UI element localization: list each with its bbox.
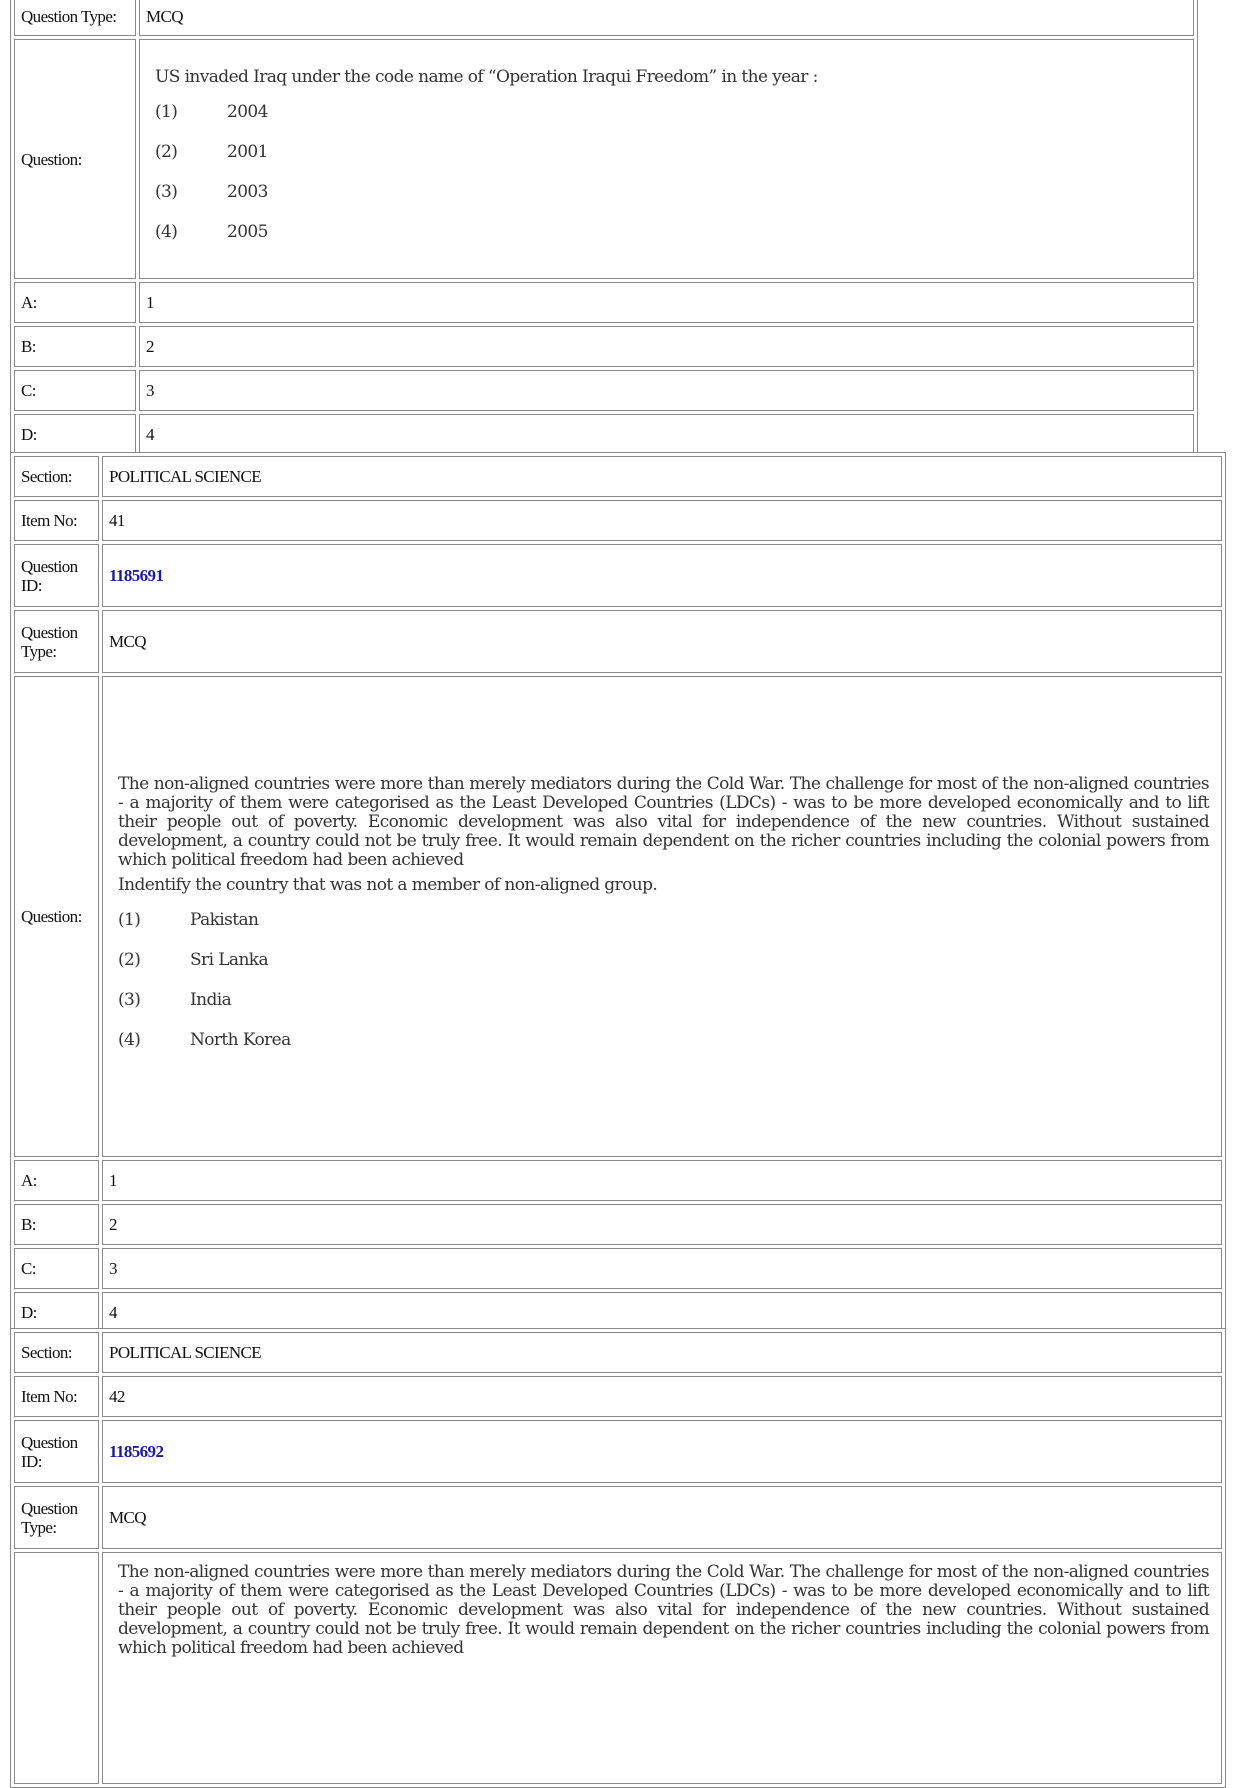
section-value: POLITICAL SCIENCE xyxy=(102,1332,1222,1373)
answer-row-b xyxy=(14,1204,1222,1245)
question-type-label: Question Type: xyxy=(14,1486,99,1549)
item-no-value: 41 xyxy=(102,500,1222,541)
question-type-row xyxy=(14,0,1194,36)
question-passage: The non-aligned countries were more than merely mediators during the Cold War. The challenge for most of the non-aligned countries - a majority of them were categorised as the Least Developed Countries (LDCs) - was to be more developed economically and to lift their people out of poverty. Economic development was also vital for independence of the new countries. Without sustained development, a country could not be truly free. It would remain dependent on the richer countries including the colonial powers from which political freedom had been achieved xyxy=(118,1562,1209,1658)
item-no-value: 42 xyxy=(102,1376,1222,1417)
item-no-row xyxy=(14,500,1222,541)
section-value: POLITICAL SCIENCE xyxy=(102,456,1222,497)
option-number: (1) xyxy=(118,910,141,930)
question-type-label: Question Type: xyxy=(14,0,136,36)
answer-value-a: 1 xyxy=(139,282,1194,323)
question-id-label: Question ID: xyxy=(14,1420,99,1483)
option-number: (1) xyxy=(155,102,178,122)
question-body xyxy=(102,676,1222,1157)
option-text: 2005 xyxy=(227,222,268,242)
option-number: (4) xyxy=(155,222,178,242)
answer-value-c: 3 xyxy=(139,370,1194,411)
question-stem: Indentify the country that was not a member of non-aligned group. xyxy=(118,874,658,895)
answer-label-a: A: xyxy=(14,282,136,323)
option-text: Pakistan xyxy=(190,910,259,930)
answer-value-d: 4 xyxy=(102,1292,1222,1333)
question-row xyxy=(14,39,1194,279)
option-number: (2) xyxy=(118,950,141,970)
option-1 xyxy=(118,901,1209,941)
answer-value-c: 3 xyxy=(102,1248,1222,1289)
answer-row-b xyxy=(14,326,1194,367)
question-block-1 xyxy=(10,0,1198,459)
question-stem: US invaded Iraq under the code name of “Operation Iraqui Freedom” in the year : xyxy=(155,66,818,87)
option-3 xyxy=(118,981,1209,1021)
question-id-row xyxy=(14,544,1222,607)
option-number: (2) xyxy=(155,142,178,162)
section-label: Section: xyxy=(14,1332,99,1373)
question-id-cell xyxy=(102,544,1222,607)
question-label: Question: xyxy=(14,39,136,279)
answer-label-d: D: xyxy=(14,414,136,455)
question-type-row xyxy=(14,1486,1222,1549)
answer-row-d xyxy=(14,1292,1222,1333)
question-id-label: Question ID: xyxy=(14,544,99,607)
question-body xyxy=(139,39,1194,279)
section-row xyxy=(14,456,1222,497)
question-id-value: 1185692 xyxy=(109,1442,164,1461)
question-type-value: MCQ xyxy=(102,610,1222,673)
answer-label-b: B: xyxy=(14,326,136,367)
answer-label-b: B: xyxy=(14,1204,99,1245)
answer-row-d xyxy=(14,414,1194,455)
option-text: 2004 xyxy=(227,102,268,122)
option-number: (4) xyxy=(118,1030,141,1050)
answer-row-a xyxy=(14,282,1194,323)
question-passage: The non-aligned countries were more than merely mediators during the Cold War. The challenge for most of the non-aligned countries - a majority of them were categorised as the Least Developed Countries (LDCs) - was to be more developed economically and to lift their people out of poverty. Economic development was also vital for independence of the new countries. Without sustained development, a country could not be truly free. It would remain dependent on the richer countries including the colonial powers from which political freedom had been achieved xyxy=(118,773,1209,870)
answer-value-d: 4 xyxy=(139,414,1194,455)
option-text: India xyxy=(190,990,232,1010)
answer-row-c xyxy=(14,370,1194,411)
item-no-label: Item No: xyxy=(14,1376,99,1417)
option-4 xyxy=(118,1021,1209,1061)
answer-label-a: A: xyxy=(14,1160,99,1201)
answer-row-a xyxy=(14,1160,1222,1201)
question-block-42 xyxy=(10,1328,1226,1788)
option-number: (3) xyxy=(155,182,178,202)
question-row xyxy=(14,676,1222,1157)
answer-value-b: 2 xyxy=(139,326,1194,367)
question-type-label: Question Type: xyxy=(14,610,99,673)
question-label: Question: xyxy=(14,676,99,1157)
answer-value-b: 2 xyxy=(102,1204,1222,1245)
question-row xyxy=(14,1552,1222,1784)
option-4 xyxy=(155,213,1181,253)
question-id-cell xyxy=(102,1420,1222,1483)
answer-label-c: C: xyxy=(14,1248,99,1289)
answer-label-d: D: xyxy=(14,1292,99,1333)
option-text: Sri Lanka xyxy=(190,950,269,970)
option-3 xyxy=(155,173,1181,213)
item-no-label: Item No: xyxy=(14,500,99,541)
option-2 xyxy=(118,941,1209,981)
item-no-row xyxy=(14,1376,1222,1417)
question-label-cell xyxy=(14,1552,99,1784)
option-number: (3) xyxy=(118,990,141,1010)
question-type-value: MCQ xyxy=(102,1486,1222,1549)
answer-value-a: 1 xyxy=(102,1160,1222,1201)
question-type-value: MCQ xyxy=(139,0,1194,36)
question-block-41 xyxy=(10,452,1226,1337)
option-text: 2001 xyxy=(227,142,268,162)
answer-label-c: C: xyxy=(14,370,136,411)
question-id-value: 1185691 xyxy=(109,566,164,585)
answer-row-c xyxy=(14,1248,1222,1289)
section-row xyxy=(14,1332,1222,1373)
option-text: North Korea xyxy=(190,1030,291,1050)
question-id-row xyxy=(14,1420,1222,1483)
option-1 xyxy=(155,93,1181,133)
question-type-row xyxy=(14,610,1222,673)
section-label: Section: xyxy=(14,456,99,497)
question-body xyxy=(102,1552,1222,1784)
option-2 xyxy=(155,133,1181,173)
option-text: 2003 xyxy=(227,182,268,202)
